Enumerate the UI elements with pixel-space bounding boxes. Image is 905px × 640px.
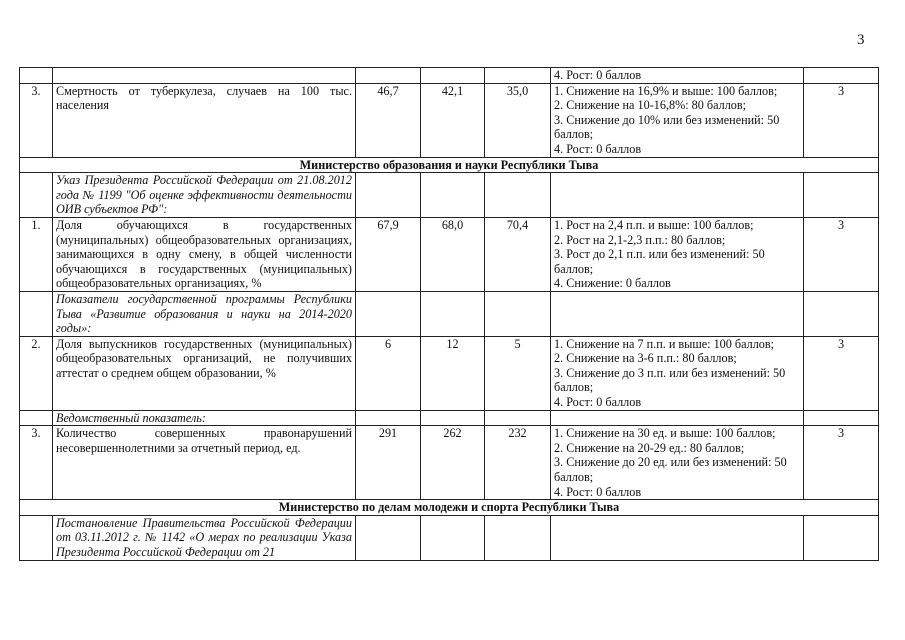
indicator-name: Доля обучающихся в государственных (муниципальных) общеобразовательных организациях, занимающихся в одну смену, в общей численности обучающихся в государственных (муниципальных) общеобразовательных организациях, % [53,217,356,291]
empty-cell [421,410,485,426]
indicator-row [20,83,879,157]
indicator-name: Количество совершенных правонарушений несовершеннолетними за отчетный период, ед. [53,426,356,500]
empty-cell [421,173,485,218]
empty-cell [804,410,879,426]
continuation-row [20,68,879,84]
empty-cell [20,515,53,560]
empty-cell [485,410,551,426]
value-2: 68,0 [421,217,485,291]
empty-cell [804,173,879,218]
criteria-cell [551,83,804,157]
criteria-line: 2. Снижение на 10-16,8%: 80 баллов; [554,98,747,113]
value-3: 70,4 [485,217,551,291]
empty-cell [421,68,485,84]
empty-cell [53,68,356,84]
empty-cell [551,291,804,336]
value-1: 46,7 [356,83,421,157]
empty-cell [20,410,53,426]
criteria-line: 3. Снижение до 20 ед. или без изменений: 50 баллов; [554,455,787,485]
section-row [20,157,879,173]
empty-cell [485,515,551,560]
criteria-line: 4. Рост: 0 баллов [554,395,642,410]
indicator-row [20,217,879,291]
indicator-row [20,426,879,500]
empty-cell [356,173,421,218]
subheader-row [20,515,879,560]
value-3: 5 [485,336,551,410]
subheader-text: Указ Президента Российской Федерации от 21.08.2012 года № 1199 "Об оценке эффективности деятельности ОИВ субъектов РФ": [53,173,356,218]
empty-cell [20,173,53,218]
value-2: 262 [421,426,485,500]
subheader-text: Показатели государственной программы Республики Тыва «Развитие образования и науки на 2014-2020 годы»: [53,291,356,336]
row-number: 2. [20,336,53,410]
empty-cell [421,515,485,560]
subheader-text: Постановление Правительства Российской Федерации от 03.11.2012 г. № 1142 «О мерах по реализации Указа Президента Российской Федерации от 21 [53,515,356,560]
value-1: 291 [356,426,421,500]
empty-cell [551,515,804,560]
criteria-line: 1. Снижение на 16,9% и выше: 100 баллов; [554,83,778,98]
indicator-name: Смертность от туберкулеза, случаев на 100 тыс. населения [53,83,356,157]
score: 3 [804,217,879,291]
criteria-line: 4. Рост: 0 баллов [554,484,642,499]
empty-cell [356,68,421,84]
criteria-line: 1. Снижение на 30 ед. и выше: 100 баллов; [554,426,776,441]
score: 3 [804,336,879,410]
score: 3 [804,426,879,500]
criteria-line: 4. Рост: 0 баллов [554,141,642,156]
indicators-table [19,67,879,561]
empty-cell [551,410,804,426]
empty-cell [20,291,53,336]
criteria-line: 3. Рост до 2,1 п.п. или без изменений: 50 баллов; [554,247,765,276]
empty-cell [356,515,421,560]
section-title: Министерство по делам молодежи и спорта Республики Тыва [20,500,879,516]
criteria-line: 1. Рост на 2,4 п.п. и выше: 100 баллов; [554,217,754,232]
criteria-line: 2. Рост на 2,1-2,3 п.п.: 80 баллов; [554,232,726,247]
criteria-cell [551,217,804,291]
criteria-line: 4. Снижение: 0 баллов [554,276,671,291]
page-number: 3 [857,32,865,48]
row-number: 1. [20,217,53,291]
criteria-cell [551,68,804,84]
indicator-name: Доля выпускников государственных (муниципальных) общеобразовательных организаций, не получивших аттестат о среднем общем образовании, % [53,336,356,410]
empty-cell [485,173,551,218]
value-2: 12 [421,336,485,410]
score: 3 [804,83,879,157]
empty-cell [804,515,879,560]
criteria-line: 2. Снижение на 20-29 ед.: 80 баллов; [554,440,745,455]
empty-cell [485,291,551,336]
criteria-line: 4. Рост: 0 баллов [554,68,642,82]
section-title: Министерство образования и науки Республики Тыва [20,157,879,173]
row-number: 3. [20,426,53,500]
subheader-text: Ведомственный показатель: [53,410,356,426]
empty-cell [551,173,804,218]
criteria-cell [551,426,804,500]
empty-cell [356,410,421,426]
empty-cell [485,68,551,84]
criteria-line: 1. Снижение на 7 п.п. и выше: 100 баллов; [554,336,775,351]
criteria-line: 3. Снижение до 10% или без изменений: 50 баллов; [554,112,780,142]
indicator-row [20,336,879,410]
subheader-row [20,173,879,218]
empty-cell [421,291,485,336]
empty-cell [804,68,879,84]
value-3: 35,0 [485,83,551,157]
row-number: 3. [20,83,53,157]
value-1: 67,9 [356,217,421,291]
value-2: 42,1 [421,83,485,157]
criteria-cell [551,336,804,410]
value-3: 232 [485,426,551,500]
empty-cell [20,68,53,84]
empty-cell [804,291,879,336]
subheader-row [20,410,879,426]
section-row [20,500,879,516]
value-1: 6 [356,336,421,410]
criteria-line: 3. Снижение до 3 п.п. или без изменений: 50 баллов; [554,365,786,395]
criteria-line: 2. Снижение на 3-6 п.п.: 80 баллов; [554,351,737,366]
empty-cell [356,291,421,336]
subheader-row [20,291,879,336]
